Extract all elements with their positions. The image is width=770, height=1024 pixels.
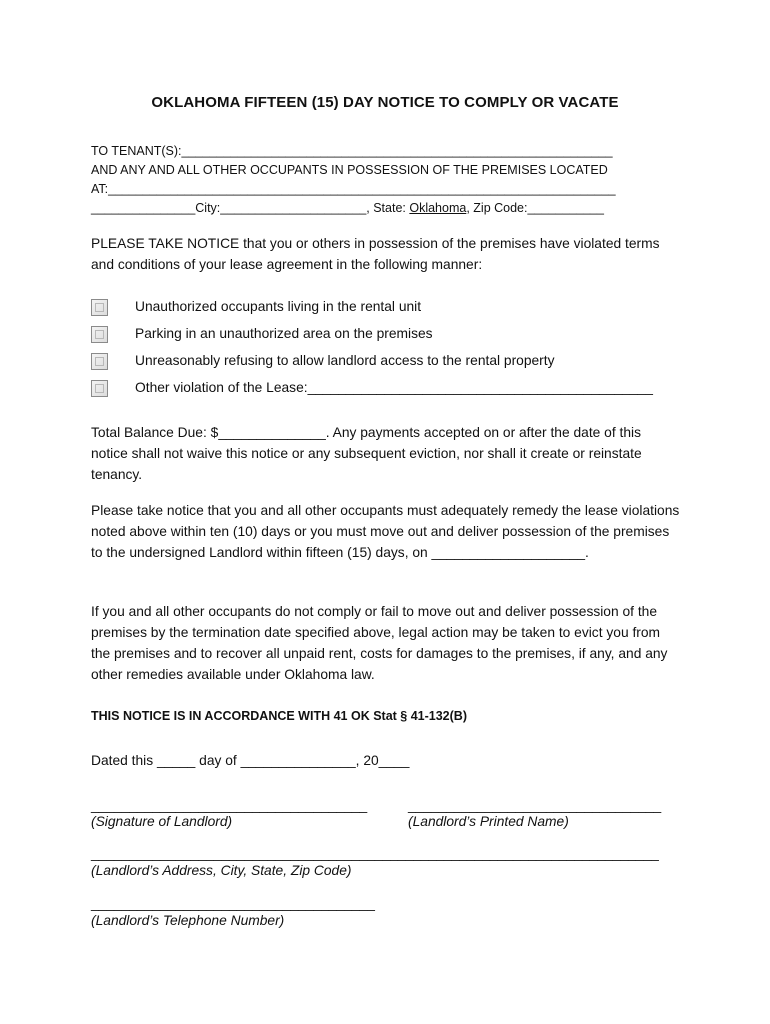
statute-notice: THIS NOTICE IS IN ACCORDANCE WITH 41 OK Stat § 41-132(B): [91, 709, 467, 723]
document-title: OKLAHOMA FIFTEEN (15) DAY NOTICE TO COMPLY OR VACATE: [151, 94, 619, 111]
signature-field[interactable]: ____________________________________: [91, 798, 368, 813]
violation-checkbox-1[interactable]: [91, 299, 108, 316]
violation-label-1: Unauthorized occupants living in the rental unit: [135, 299, 422, 314]
occupants-line: AND ANY AND ALL OTHER OCCUPANTS IN POSSESSION OF THE PREMISES LOCATED: [91, 163, 608, 177]
violation-checkbox-4[interactable]: [91, 380, 108, 397]
violation-label-3: Unreasonably refusing to allow landlord access to the rental property: [135, 353, 555, 368]
remedy-paragraph: Please take notice that you and all other occupants must adequately remedy the lease violations noted above within ten (10) days or you must move out and deliver possession of the premises to the undersigned Landlord within fifteen (15) days, on ____________________.: [91, 503, 680, 560]
landlord-phone-field[interactable]: _____________________________________: [91, 896, 375, 911]
landlord-phone-label: (Landlord’s Telephone Number): [91, 913, 285, 928]
landlord-address-field[interactable]: __________________________________________________________________________: [91, 846, 659, 861]
violation-label-2: Parking in an unauthorized area on the premises: [135, 326, 433, 341]
tenant-field[interactable]: TO TENANT(S):______________________________________________________________: [91, 144, 613, 158]
notice-intro: PLEASE TAKE NOTICE that you or others in possession of the premises have violated terms and conditions of your lease agreement in the following manner:: [91, 236, 660, 272]
violation-label-4[interactable]: Other violation of the Lease:_____________________________________________: [135, 380, 653, 395]
printed-name-field[interactable]: _________________________________: [408, 798, 662, 813]
premises-address-field[interactable]: AT:_________________________________________________________________________: [91, 182, 616, 196]
city-state-zip-line[interactable]: [91, 199, 604, 218]
zip-field: , Zip Code:___________: [466, 201, 604, 215]
signature-label: (Signature of Landlord): [91, 814, 233, 829]
printed-name-label: (Landlord’s Printed Name): [408, 814, 569, 829]
balance-paragraph: Total Balance Due: $______________. Any payments accepted on or after the date of this notice shall not waive this notice or any subsequent eviction, nor shall it create or reinstate tenancy.: [91, 425, 642, 482]
city-field: _______________City:_____________________, State:: [91, 201, 410, 215]
dated-line[interactable]: Dated this _____ day of _______________, 20____: [91, 753, 410, 768]
violation-checkbox-2[interactable]: [91, 326, 108, 343]
state-value: Oklahoma: [409, 201, 467, 215]
violation-checkbox-3[interactable]: [91, 353, 108, 370]
landlord-address-label: (Landlord’s Address, City, State, Zip Code): [91, 863, 352, 878]
legal-paragraph: If you and all other occupants do not comply or fail to move out and deliver possession of the premises by the termination date specified above, legal action may be taken to evict you from the premises and to recover all unpaid rent, costs for damages to the premises, if any, and any other remedies available under Oklahoma law.: [91, 604, 668, 682]
